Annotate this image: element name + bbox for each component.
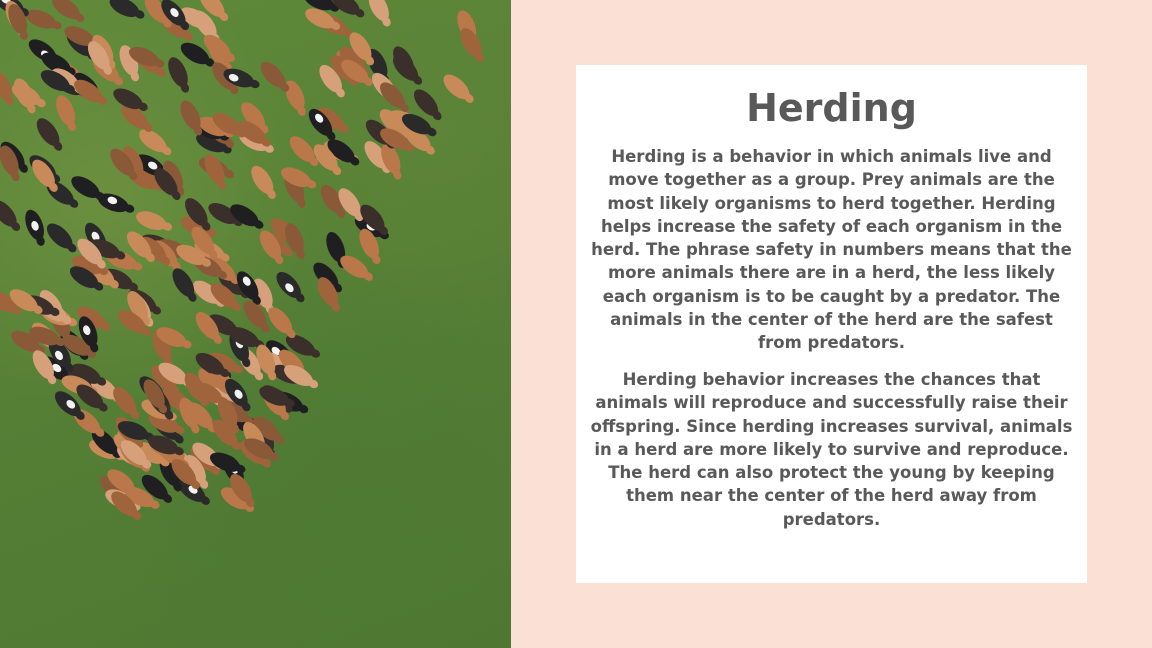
cow-shape	[256, 58, 294, 97]
paragraph-1: Herding is a behavior in which animals live and move together as a group. Prey animals are the most likely organisms to herd together. Herding helps increase the safety of each organism in the herd. The phrase safety in numbers means that the more animals there are in a herd, the less likely each organism is to be caught by a predator. The animals in the center of the herd are the safest from predators.	[591, 147, 1072, 353]
paragraph-2: Herding behavior increases the chances that animals will reproduce and successfully raise their offspring. Since herding increases survival, animals in a herd are more likely to survive and reproduce. The herd can also protect the young by keeping them near the center of the herd away from predators.	[590, 370, 1073, 529]
cattle-herd-image	[0, 0, 511, 648]
slide-title: Herding	[746, 86, 917, 130]
cow-shape	[439, 70, 478, 107]
cow-shape	[164, 54, 194, 95]
cow-shape	[364, 0, 395, 30]
cow-shape	[264, 303, 301, 342]
cow-shape	[0, 196, 25, 235]
cow-shape	[107, 0, 148, 24]
cow-shape	[134, 208, 175, 236]
cow-shape	[109, 383, 145, 423]
cow-shape	[247, 162, 281, 203]
herd-photo	[0, 0, 511, 648]
cow-shape	[272, 268, 309, 307]
cow-shape	[43, 219, 81, 257]
cow-shape	[22, 207, 50, 248]
cow-shape	[52, 93, 81, 134]
